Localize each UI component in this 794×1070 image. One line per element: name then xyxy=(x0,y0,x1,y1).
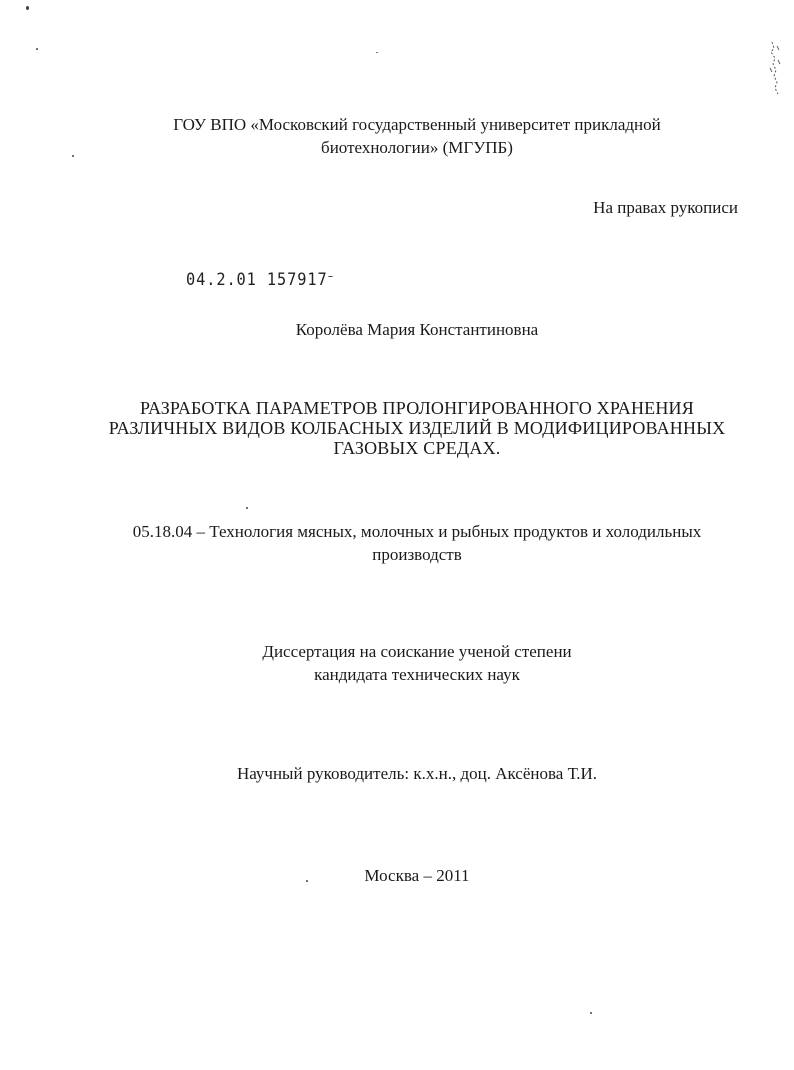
rights-note: На правах рукописи xyxy=(593,198,738,217)
scientific-advisor xyxy=(20,762,794,785)
dissertation-title xyxy=(20,398,794,458)
scan-speck xyxy=(246,507,248,509)
scan-speck xyxy=(328,276,333,277)
title-line-1: РАЗРАБОТКА ПАРАМЕТРОВ ПРОЛОНГИРОВАННОГО ХРАНЕНИЯ xyxy=(140,398,694,418)
scan-speck xyxy=(36,48,38,50)
degree-line-2: кандидата технических наук xyxy=(314,665,520,684)
specialty-line-2: производств xyxy=(372,545,462,564)
author-name xyxy=(20,318,794,341)
margin-scribble-icon xyxy=(768,40,782,96)
specialty-code xyxy=(20,520,794,566)
scan-speck xyxy=(306,880,308,882)
scan-speck xyxy=(590,1012,592,1014)
title-line-3: ГАЗОВЫХ СРЕДАХ. xyxy=(333,438,501,458)
scan-speck xyxy=(376,52,378,53)
specialty-line-1: 05.18.04 – Технология мясных, молочных и рыбных продуктов и холодильных xyxy=(132,522,702,541)
city-year-text: Москва – 2011 xyxy=(364,866,470,885)
institution-line-2: биотехнологии» (МГУПБ) xyxy=(321,138,513,157)
institution-name xyxy=(20,113,794,159)
advisor-text: Научный руководитель: к.х.н., доц. Аксёнова Т.И. xyxy=(236,764,598,783)
title-line-2: РАЗЛИЧНЫХ ВИДОВ КОЛБАСНЫХ ИЗДЕЛИЙ В МОДИФИЦИРОВАННЫХ xyxy=(108,418,726,438)
archive-stamp-number: 04.2.01 157917 xyxy=(186,270,328,290)
scan-speck xyxy=(72,155,74,157)
institution-line-1: ГОУ ВПО «Московский государственный университет прикладной xyxy=(173,115,661,134)
city-year xyxy=(20,864,794,887)
scan-speck xyxy=(26,6,29,10)
author-name-text: Королёва Мария Константиновна xyxy=(295,320,539,339)
degree-statement xyxy=(20,640,794,686)
degree-line-1: Диссертация на соискание ученой степени xyxy=(262,642,572,661)
